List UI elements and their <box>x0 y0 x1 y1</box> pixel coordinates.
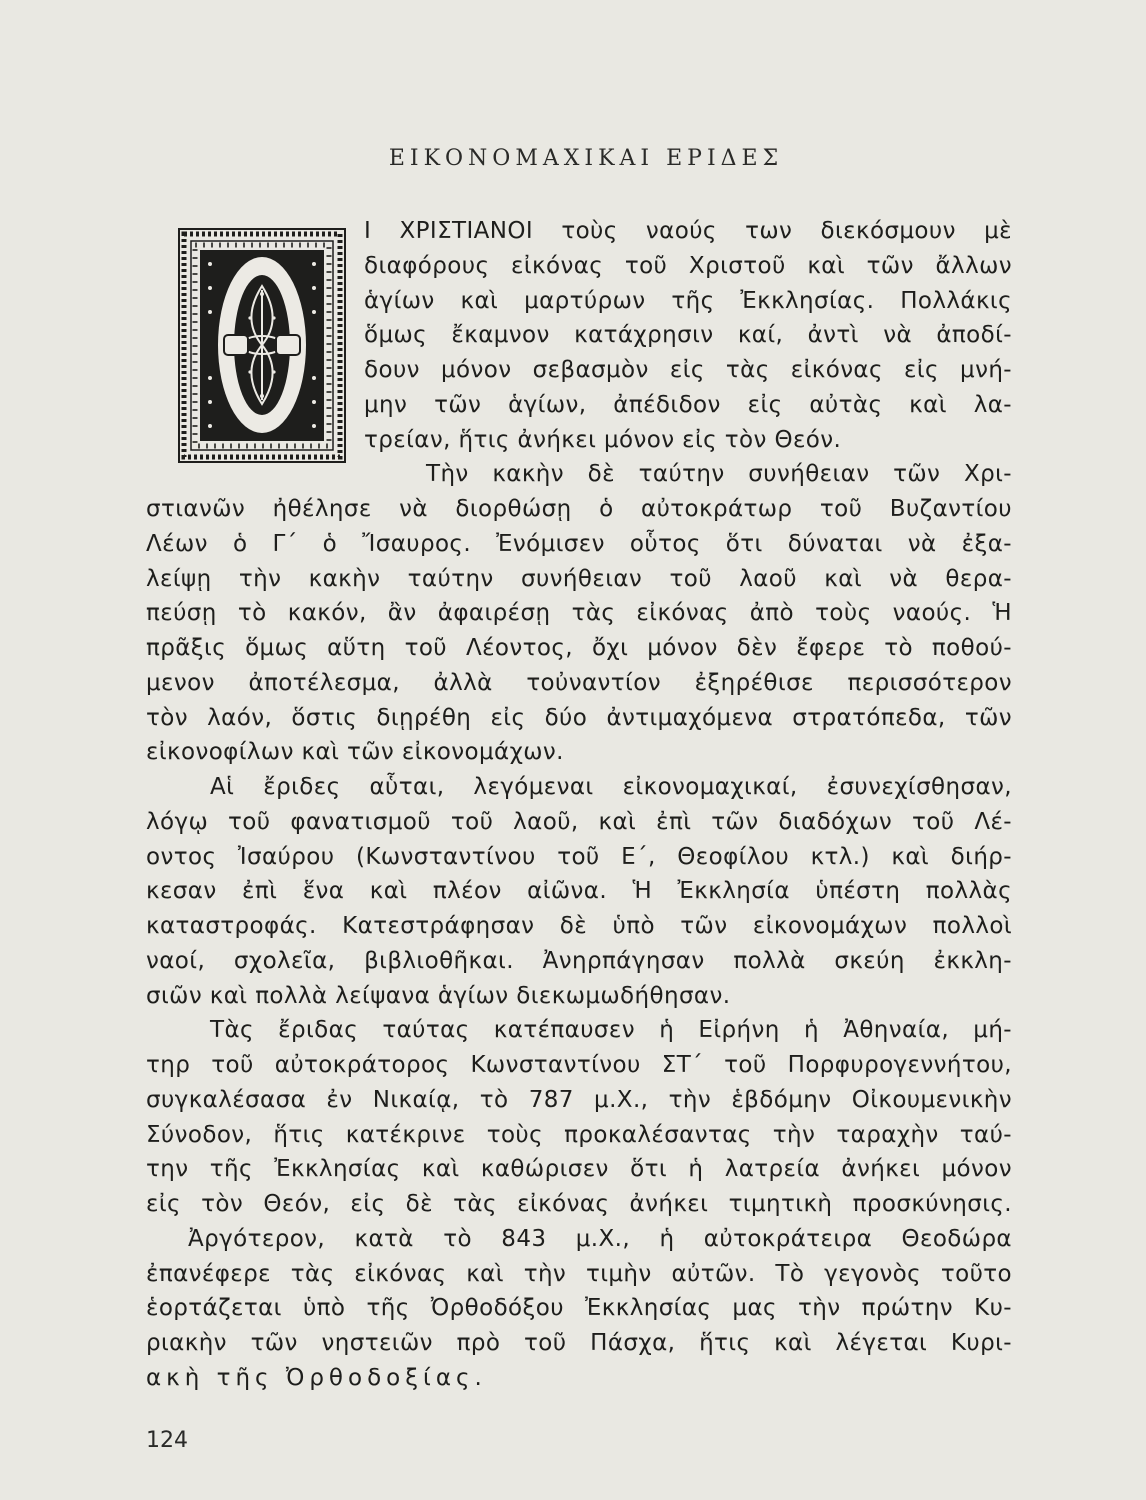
text-line: εἰκονοφίλων καὶ τῶν εἰκονομάχων. <box>146 739 564 766</box>
text-line: Σύνοδον, ἥτις κατέκρινε τοὺς προκαλέσαντας τὴν ταραχὴν ταύ- <box>146 1121 1012 1148</box>
paragraph-1 <box>146 214 1012 457</box>
text-line: ακὴ τῆς Ὀρθοδοξίας. <box>146 1364 487 1391</box>
text-line: δουν μόνον σεβασμὸν εἰς τὰς εἰκόνας εἰς μνή- <box>364 357 1012 383</box>
text-line: ναοί, σχολεῖα, βιβλιοθῆκαι. Ἀνηρπάγησαν πολλὰ σκεύη ἐκκλη- <box>146 947 1012 974</box>
text-line: Αἱ ἔριδες αὗται, λεγόμεναι εἰκονομαχικαί, ἐσυνεχίσθησαν, <box>210 774 1012 800</box>
text-line: ἁγίων καὶ μαρτύρων τῆς Ἐκκλησίας. Πολλάκις <box>364 287 1012 314</box>
text-line: πεύσῃ τὸ κακόν, ἂν ἀφαιρέσῃ τὰς εἰκόνας ἀπὸ τοὺς ναούς. Ἡ <box>146 600 1012 627</box>
paragraph-2 <box>146 457 1012 770</box>
text-line: Λέων ὁ Γ΄ ὁ Ἴσαυρος. Ἐνόμισεν οὗτος ὅτι δύναται νὰ ἐξα- <box>146 530 1012 557</box>
page-title: ΕΙΚΟΝΟΜΑΧΙΚΑΙ ΕΡΙΔΕΣ <box>388 146 784 171</box>
text-line: καταστροφάς. Κατεστράφησαν δὲ ὑπὸ τῶν εἰκονομάχων πολλοὶ <box>146 913 1012 939</box>
text-line: τρείαν, ἥτις ἀνήκει μόνον εἰς τὸν Θεόν. <box>364 426 842 453</box>
text-line: ριακὴν τῶν νηστειῶν πρὸ τοῦ Πάσχα, ἥτις καὶ λέγεται Κυρι- <box>146 1330 1012 1356</box>
text-line: ἐπανέφερε τὰς εἰκόνας καὶ τὴν τιμὴν αὐτῶν. Τὸ γεγονὸς τοῦτο <box>146 1260 1012 1287</box>
text-line: τὸν λαόν, ὅστις διῃρέθη εἰς δύο ἀντιμαχόμενα στρατόπεδα, τῶν <box>146 704 1012 731</box>
text-line: μενον ἀποτέλεσμα, ἀλλὰ τοὐναντίον ἐξηρέθισε περισσότερον <box>146 669 1012 696</box>
text-line: μην τῶν ἁγίων, ἀπέδιδον εἰς αὐτὰς καὶ λα- <box>364 391 1012 418</box>
text-line: ὅμως ἔκαμνον κατάχρησιν καί, ἀντὶ νὰ ἀποδί- <box>364 322 1012 349</box>
text-line: πρᾶξις ὅμως αὕτη τοῦ Λέοντος, ὄχι μόνον δὲν ἔφερε τὸ ποθού- <box>146 635 1012 661</box>
text-line: λείψῃ τὴν κακὴν ταύτην συνήθειαν τοῦ λαοῦ καὶ νὰ θερα- <box>146 565 1012 592</box>
text-line: Τὰς ἔριδας ταύτας κατέπαυσεν ἡ Εἰρήνη ἡ Ἀθηναία, μή- <box>210 1017 1012 1044</box>
text-line: την τῆς Ἐκκλησίας καὶ καθώρισεν ὅτι ἡ λατρεία ἀνήκει μόνον <box>146 1156 1012 1183</box>
text-line: ἑορτάζεται ὑπὸ τῆς Ὀρθοδόξου Ἐκκλησίας μας τὴν πρώτην Κυ- <box>146 1295 1012 1322</box>
text-line: Ἀργότερον, κατὰ τὸ 843 μ.Χ., ἡ αὐτοκράτειρα Θεοδώρα <box>188 1225 1012 1252</box>
text-line: Ι ΧΡΙΣΤΙΑΝΟΙ τοὺς ναούς των διεκόσμουν μὲ <box>364 218 1012 244</box>
text-line: λόγῳ τοῦ φανατισμοῦ τοῦ λαοῦ, καὶ ἐπὶ τῶν διαδόχων τοῦ Λέ- <box>146 808 1012 835</box>
main-text <box>146 214 1012 1396</box>
text-line: στιανῶν ἠθέλησε νὰ διορθώσῃ ὁ αὐτοκράτωρ τοῦ Βυζαντίου <box>146 496 1012 522</box>
text-line: κεσαν ἐπὶ ἕνα καὶ πλέον αἰῶνα. Ἡ Ἐκκλησία ὑπέστη πολλὰς <box>146 878 1012 905</box>
text-line: τηρ τοῦ αὐτοκράτορος Κωνσταντίνου ΣΤ΄ τοῦ Πορφυρογεννήτου, <box>146 1052 1012 1078</box>
text-line: εἰς τὸν Θεόν, εἰς δὲ τὰς εἰκόνας ἀνήκει τιμητικὴ προσκύνησις. <box>146 1191 1012 1217</box>
paragraph-3 <box>146 770 1012 1013</box>
text-line: συγκαλέσασα ἐν Νικαίᾳ, τὸ 787 μ.Χ., τὴν ἑβδόμην Οἰκουμενικὴν <box>146 1086 1012 1113</box>
text-line: Τὴν κακὴν δὲ ταύτην συνήθειαν τῶν Χρι- <box>426 461 1012 488</box>
paragraph-4 <box>146 1013 1012 1222</box>
text-line: διαφόρους εἰκόνας τοῦ Χριστοῦ καὶ τῶν ἄλλων <box>364 252 1012 279</box>
paragraph-5 <box>146 1222 1012 1396</box>
text-line: σιῶν καὶ πολλὰ λείψανα ἁγίων διεκωμωδήθησαν. <box>146 982 731 1009</box>
text-line: οντος Ἰσαύρου (Κωνσταντίνου τοῦ Ε΄, Θεοφίλου κτλ.) καὶ διήρ- <box>146 843 1012 870</box>
page-number: 124 <box>146 1428 188 1453</box>
